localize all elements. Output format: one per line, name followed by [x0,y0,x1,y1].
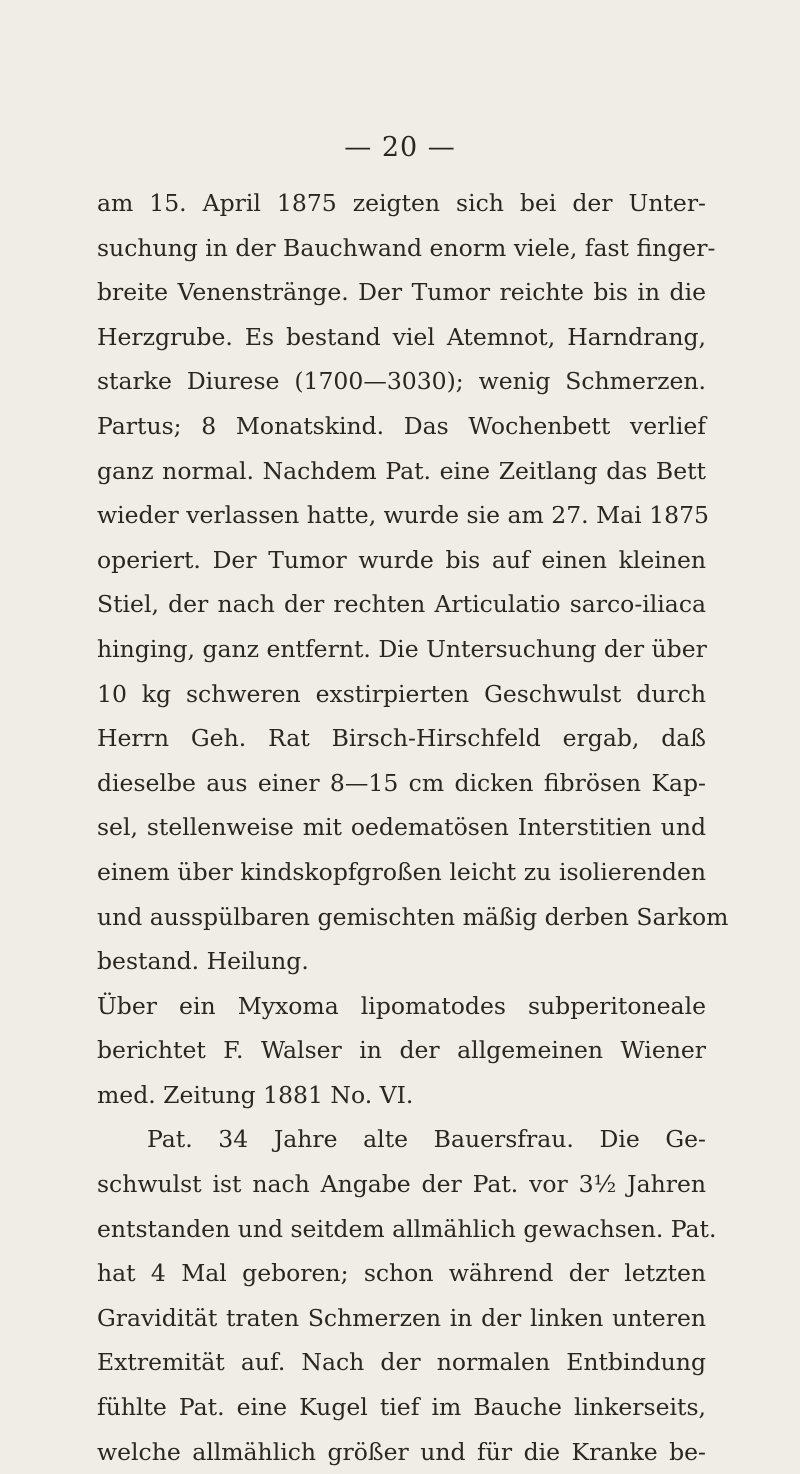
text-line: sel, stellenweise mit oedematösen Interstitien und [97,813,706,842]
page-number: — 20 — [344,132,456,163]
text-line: Pat. 34 Jahre alte Bauersfrau. Die Ge- [147,1125,706,1154]
text-line: ganz normal. Nachdem Pat. eine Zeitlang das Bett [97,456,706,485]
text-line: starke Diurese (1700—3030); wenig Schmerzen. [97,367,706,396]
body-text [97,181,729,1474]
text-line: Herrn Geh. Rat Birsch-Hirschfeld ergab, daß [97,724,706,753]
text-line: med. Zeitung 1881 No. VI. [97,1080,414,1109]
text-line: dieselbe aus einer 8—15 cm dicken fibrösen Kap- [97,768,706,797]
text-line: einem über kindskopfgroßen leicht zu isolierenden [97,857,706,886]
text-line: fühlte Pat. eine Kugel tief im Bauche linkerseits, [97,1393,706,1422]
text-line: Herzgrube. Es bestand viel Atemnot, Harndrang, [97,322,706,351]
text-line: Stiel, der nach der rechten Articulatio sarco-iliaca [97,590,706,619]
text-line: schwulst ist nach Angabe der Pat. vor 3½ Jahren [97,1170,706,1199]
text-line: berichtet F. Walser in der allgemeinen Wiener [97,1036,706,1065]
text-line: 10 kg schweren exstirpierten Geschwulst durch [97,679,706,708]
text-line: wieder verlassen hatte, wurde sie am 27. Mai 1875 [97,501,709,530]
text-line: breite Venenstränge. Der Tumor reichte bis in die [97,278,706,307]
text-line: operiert. Der Tumor wurde bis auf einen kleinen [97,545,706,574]
text-line: entstanden und seitdem allmählich gewachsen. Pat. [97,1214,717,1243]
text-line: Partus; 8 Monatskind. Das Wochenbett verlief [97,411,706,440]
text-line: suchung in der Bauchwand enorm viele, fast finger- [97,233,716,262]
text-line: welche allmählich größer und für die Kranke be- [97,1437,706,1466]
text-line: Gravidität traten Schmerzen in der linken unteren [97,1303,706,1332]
text-line: und ausspülbaren gemischten mäßig derben Sarkom [97,902,729,931]
text-line: Extremität auf. Nach der normalen Entbindung [97,1348,706,1377]
text-line: hat 4 Mal geboren; schon während der letzten [97,1259,706,1288]
text-line: hinging, ganz entfernt. Die Untersuchung der über [97,634,707,663]
text-line: Über ein Myxoma lipomatodes subperitoneale [97,991,706,1020]
text-line: am 15. April 1875 zeigten sich bei der Unter- [97,189,706,217]
text-line: bestand. Heilung. [97,947,309,976]
